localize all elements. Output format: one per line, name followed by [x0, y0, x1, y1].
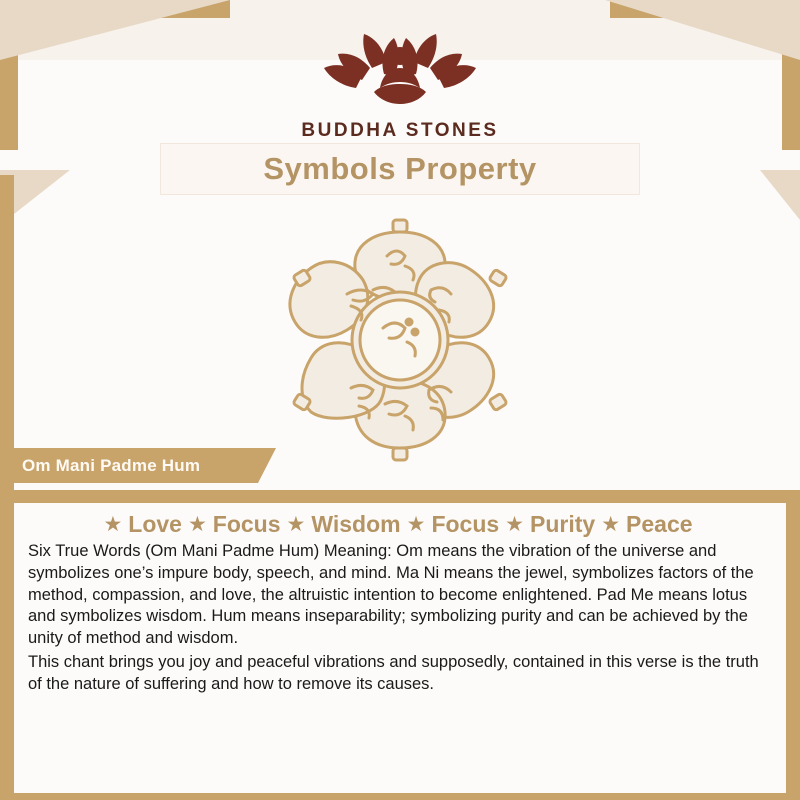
page-title-bar	[160, 143, 640, 195]
keyword-focus-1: Focus	[212, 511, 281, 537]
star-icon: ★	[103, 513, 123, 536]
lotus-meditation-icon	[300, 18, 500, 118]
mantra-ribbon	[0, 448, 258, 483]
keyword-focus-2: Focus	[431, 511, 500, 537]
mantra-ribbon-label: Om Mani Padme Hum	[22, 455, 201, 475]
description-paragraph-2: This chant brings you joy and peaceful vibrations and supposedly, contained in this verse is the truth of the nature of suffering and how to remove its causes.	[28, 652, 759, 693]
page-title: Symbols Property	[263, 151, 537, 186]
om-mani-padme-hum-mandala-icon	[255, 210, 545, 470]
keyword-wisdom: Wisdom	[311, 511, 401, 537]
keyword-peace: Peace	[626, 511, 693, 537]
description-paragraph-1: Six True Words (Om Mani Padme Hum) Meaning: Om means the vibration of the universe and symbolizes one’s impure body, speech, and mind. Ma Ni means the jewel, symbolizes factors of the method, compassion, and love, the altruistic intention to become enlightened. Pad Me means lotus and symbolizes wisdom. Hum means inseparability; symbolizing purity and can be achieved by the unity of method and wisdom.	[28, 542, 754, 648]
mandala-graphic	[0, 210, 800, 475]
mantra-ribbon-notch	[258, 448, 276, 483]
keyword-love: Love	[128, 511, 182, 537]
description-text	[14, 541, 786, 695]
star-icon: ★	[187, 513, 207, 536]
star-icon: ★	[505, 513, 524, 536]
brand-name: BUDDHA STONES	[301, 120, 499, 141]
brand-logo	[0, 18, 800, 142]
keyword-purity: Purity	[530, 511, 596, 537]
description-panel	[14, 503, 786, 793]
star-icon: ★	[601, 513, 621, 536]
star-icon: ★	[286, 513, 306, 536]
star-icon: ★	[406, 513, 426, 536]
keyword-list	[14, 503, 786, 541]
